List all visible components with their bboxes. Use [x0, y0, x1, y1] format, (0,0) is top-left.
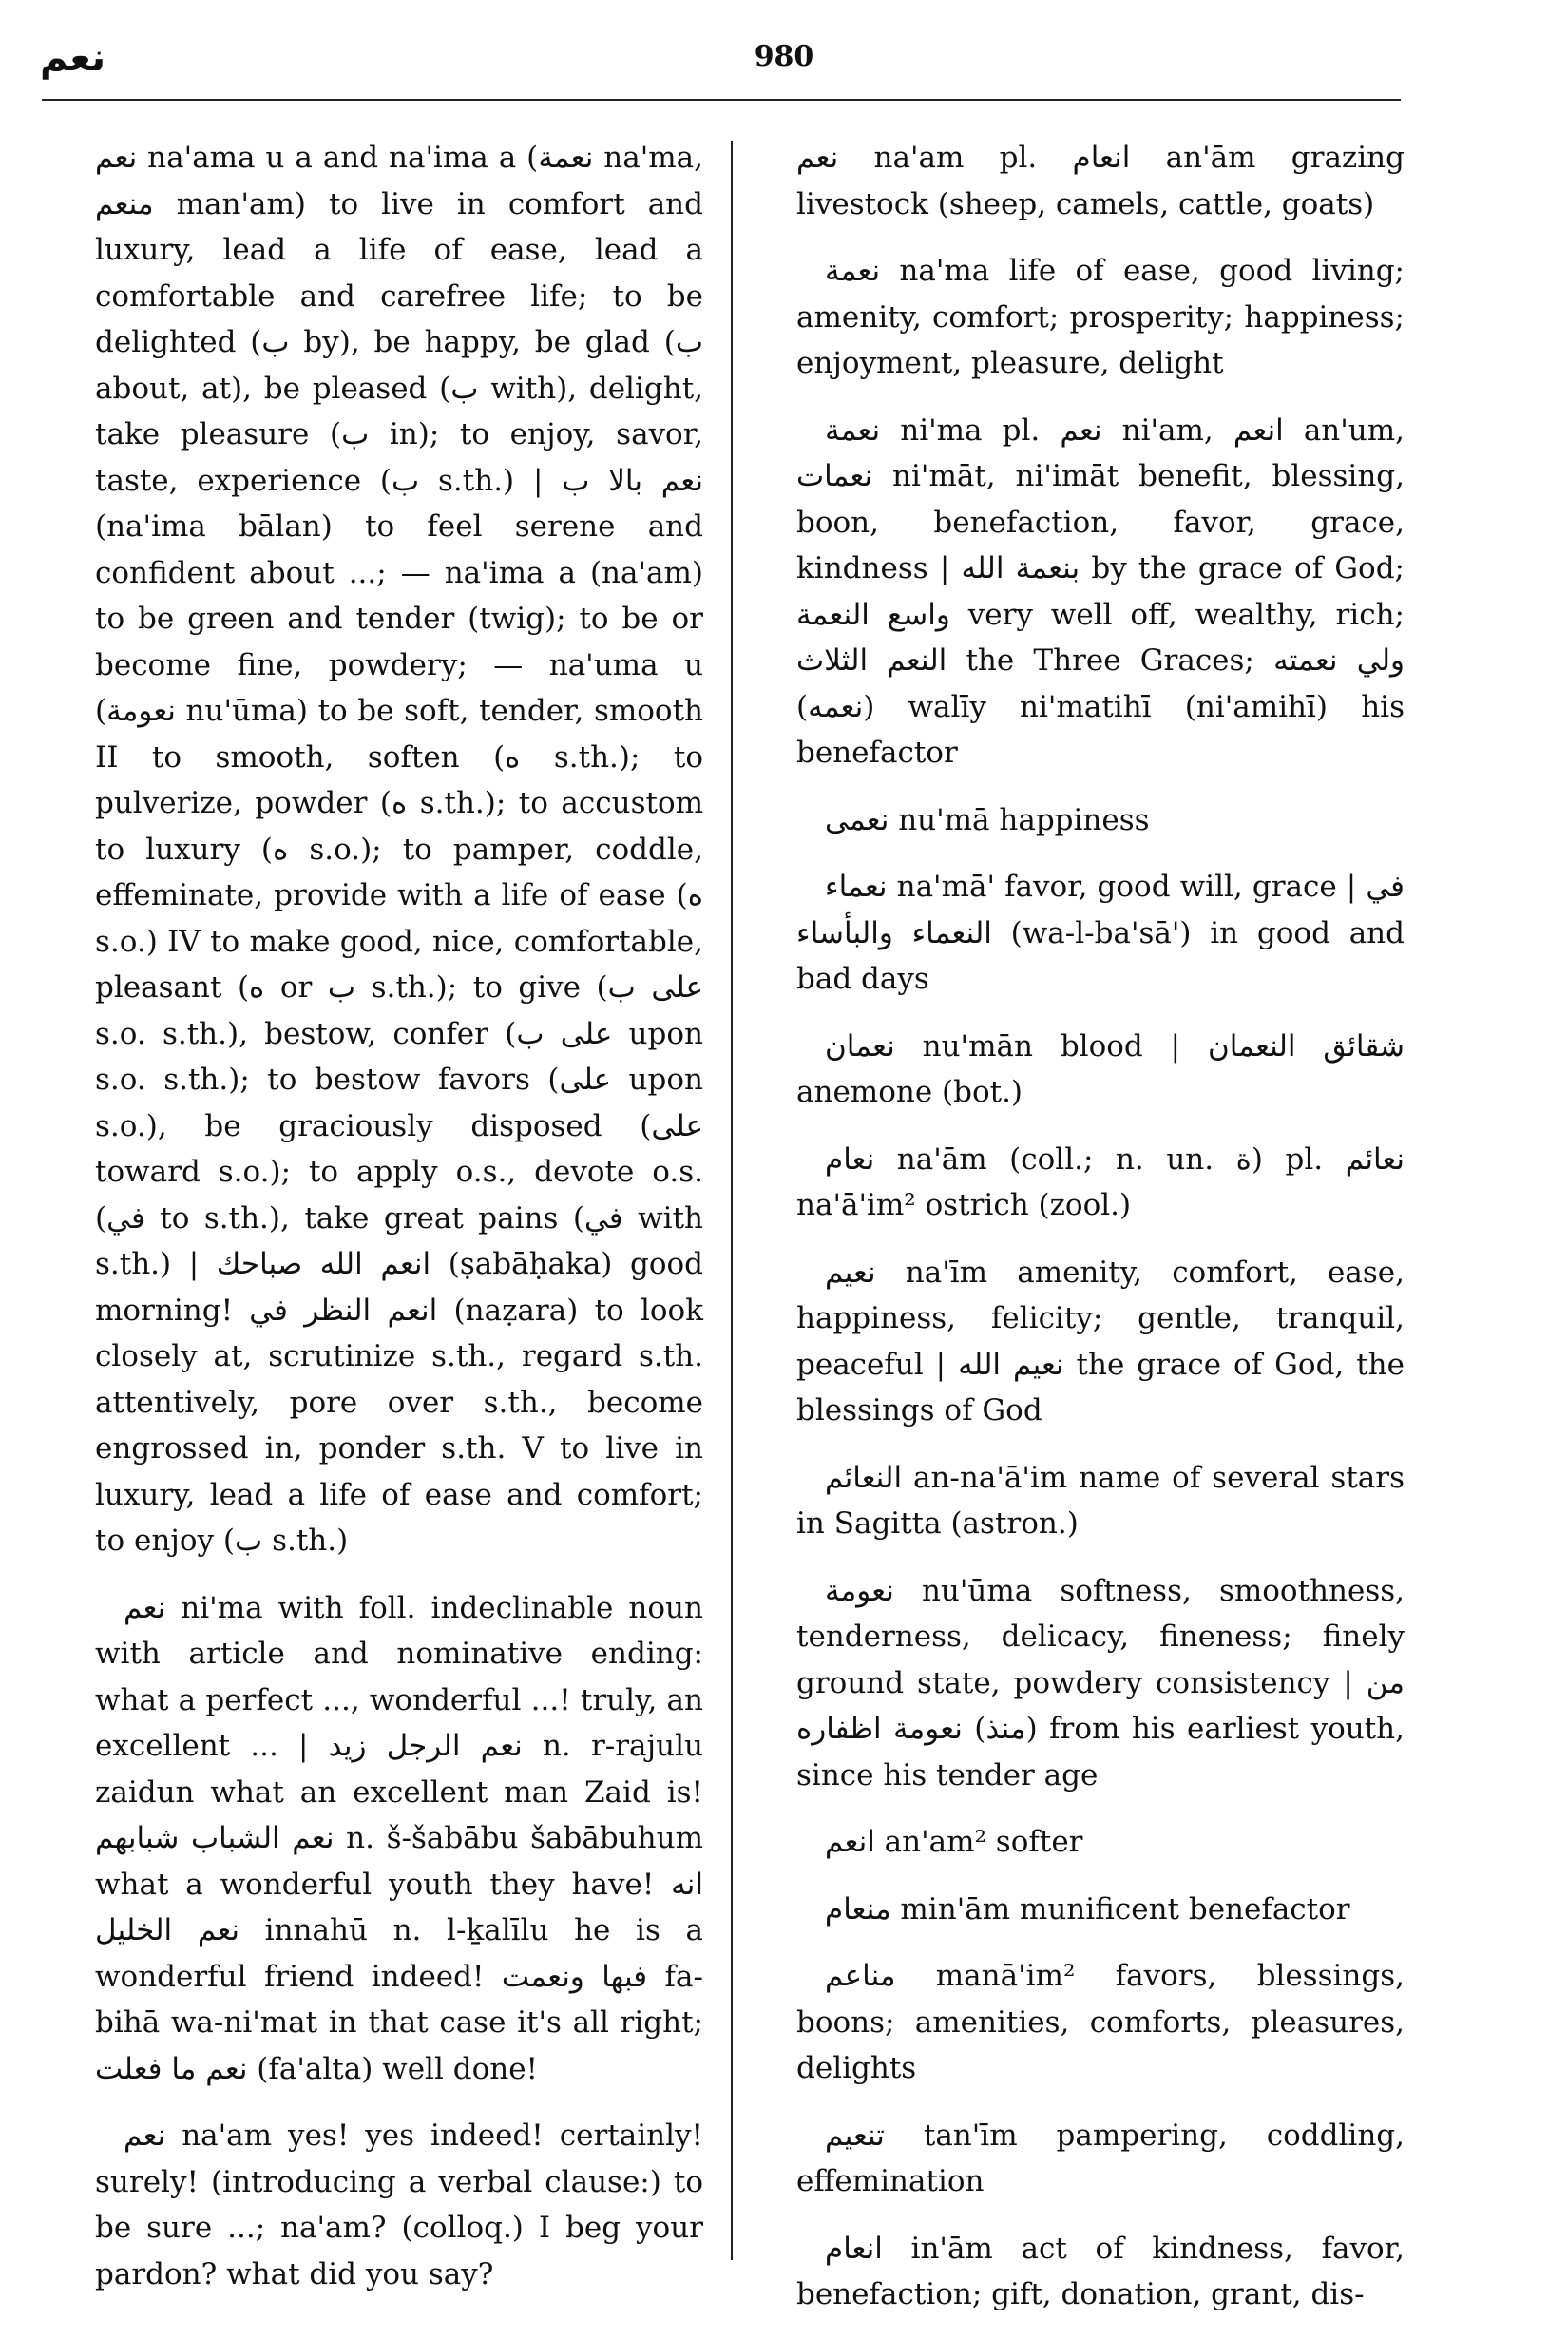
column-divider	[731, 141, 733, 2260]
entry-manaim: مناعم manā'im² favors, blessings, boons; amenities, comforts, pleasures, delights	[796, 1959, 1405, 2085]
entry-nima-verb: نعم ni'ma with foll. indeclinable noun with article and nominative ending: what a perfect ..., wonderful ...! truly, an excellent ... | نعم الرجل زيد n. r-rajulu zaidun what an excellent man Zaid is! نعم الشباب شبابهم n. š-šabābu šabābuhum what a wonderful youth they have! انه نعم الخليل innahū n. l-ḵalīlu he is a wonderful friend indeed! فبها ونعمت fa-bihā wa-ni'mat in that case it's all right; نعم ما فعلت (fa'alta) well done!	[95, 1590, 703, 2086]
entry-tanim: تنعيم tan'īm pampering, coddling, effemination	[796, 2118, 1405, 2198]
entry-minam: منعام min'ām munificent benefactor	[825, 1891, 1350, 1927]
right-column	[796, 135, 1405, 2339]
entry-anam: انعم an'am² softer	[825, 1825, 1083, 1859]
entry-naam-livestock: نعم na'am pl. انعام an'ām grazing livestock (sheep, camels, cattle, goats)	[796, 141, 1405, 221]
entry-an-naaim: النعائم an-na'ā'im name of several stars in Sagitta (astron.)	[796, 1460, 1405, 1541]
entry-numa: نعمى nu'mā happiness	[825, 802, 1150, 837]
entry-nima-noun: نعمة ni'ma pl. نعم ni'am, انعم an'um, نعمات ni'māt, ni'imāt benefit, blessing, boon, benefaction, favor, grace, kindness | بنعمة الله by the grace of God; واسع النعمة very well off, wealthy, rich; النعم الثلاث the Three Graces; ولي نعمته (نعمه) walīy ni'matihī (ni'amihī) his benefactor	[796, 412, 1405, 770]
entry-numan: نعمان nu'mān blood | شقائق النعمان anemone (bot.)	[796, 1028, 1405, 1109]
entry-nama: نعمة na'ma life of ease, good living; amenity, comfort; prosperity; happiness; enjoyment, pleasure, delight	[796, 254, 1405, 380]
entry-naam-yes: نعم na'am yes! yes indeed! certainly! surely! (introducing a verbal clause:) to be sure ...; na'am? (colloq.) I beg your pardon? what did you say?	[95, 2119, 703, 2291]
page-number: 980	[754, 40, 814, 73]
entry-naim: نعيم na'īm amenity, comfort, ease, happiness, felicity; gentle, tranquil, peaceful | نعيم الله the grace of God, the blessings of God	[796, 1255, 1405, 1428]
entry-nuuma: نعومة nu'ūma softness, smoothness, tenderness, delicacy, fineness; finely ground state, powdery consistency | من (منذ) نعومة اظفاره from his earliest youth, since his tender age	[796, 1573, 1405, 1793]
header-rule	[42, 99, 1401, 101]
entry-namaa: نعماء na'mā' favor, good will, grace | في النعماء والبأساء (wa-l-ba'sā') in good and bad days	[796, 870, 1405, 996]
entry-inam: انعام in'ām act of kindness, favor, benefaction; gift, donation, grant, dis-	[796, 2231, 1405, 2311]
head-word: نعم	[40, 36, 105, 80]
entry-naama: نعم na'ama u a and na'ima a (نعمة na'ma, منعم man'am) to live in comfort and luxury, lead a life of ease, lead a comfortable and carefree life; to be delighted (ب by), be happy, be glad (ب about, at), be pleased (ب with), delight, take pleasure (ب in); to enjoy, savor, taste, experience (ب s.th.) | نعم بالا ب (na'ima bālan) to feel serene and confident about ...; — na'ima a (na'am) to be green and tender (twig); to be or become fine, powdery; — na'uma u (نعومة nu'ūma) to be soft, tender, smooth II to smooth, soften (ه s.th.); to pulverize, powder (ه s.th.); to accustom to luxury (ه s.o.); to pamper, coddle, effeminate, provide with a life of ease (ه s.o.) IV to make good, nice, comfortable, pleasant (ه or ب s.th.); to give (على ب s.o. s.th.), bestow, confer (على ب upon s.o. s.th.); to bestow favors (على upon s.o.), be graciously disposed (على toward s.o.); to apply o.s., devote o.s. (في to s.th.), take great pains (في with s.th.) | انعم الله صباحك (ṣabāḥaka) good morning! انعم النظر في (naẓara) to look closely at, scrutinize s.th., regard s.th. attentively, pore over s.th., become engrossed in, ponder s.th. V to live in luxury, lead a life of ease and comfort; to enjoy (ب s.th.)	[95, 141, 704, 1558]
entry-naam-ostrich: نعام na'ām (coll.; n. un. ة) pl. نعائم na'ā'im² ostrich (zool.)	[796, 1141, 1405, 1222]
left-column	[95, 135, 703, 2318]
